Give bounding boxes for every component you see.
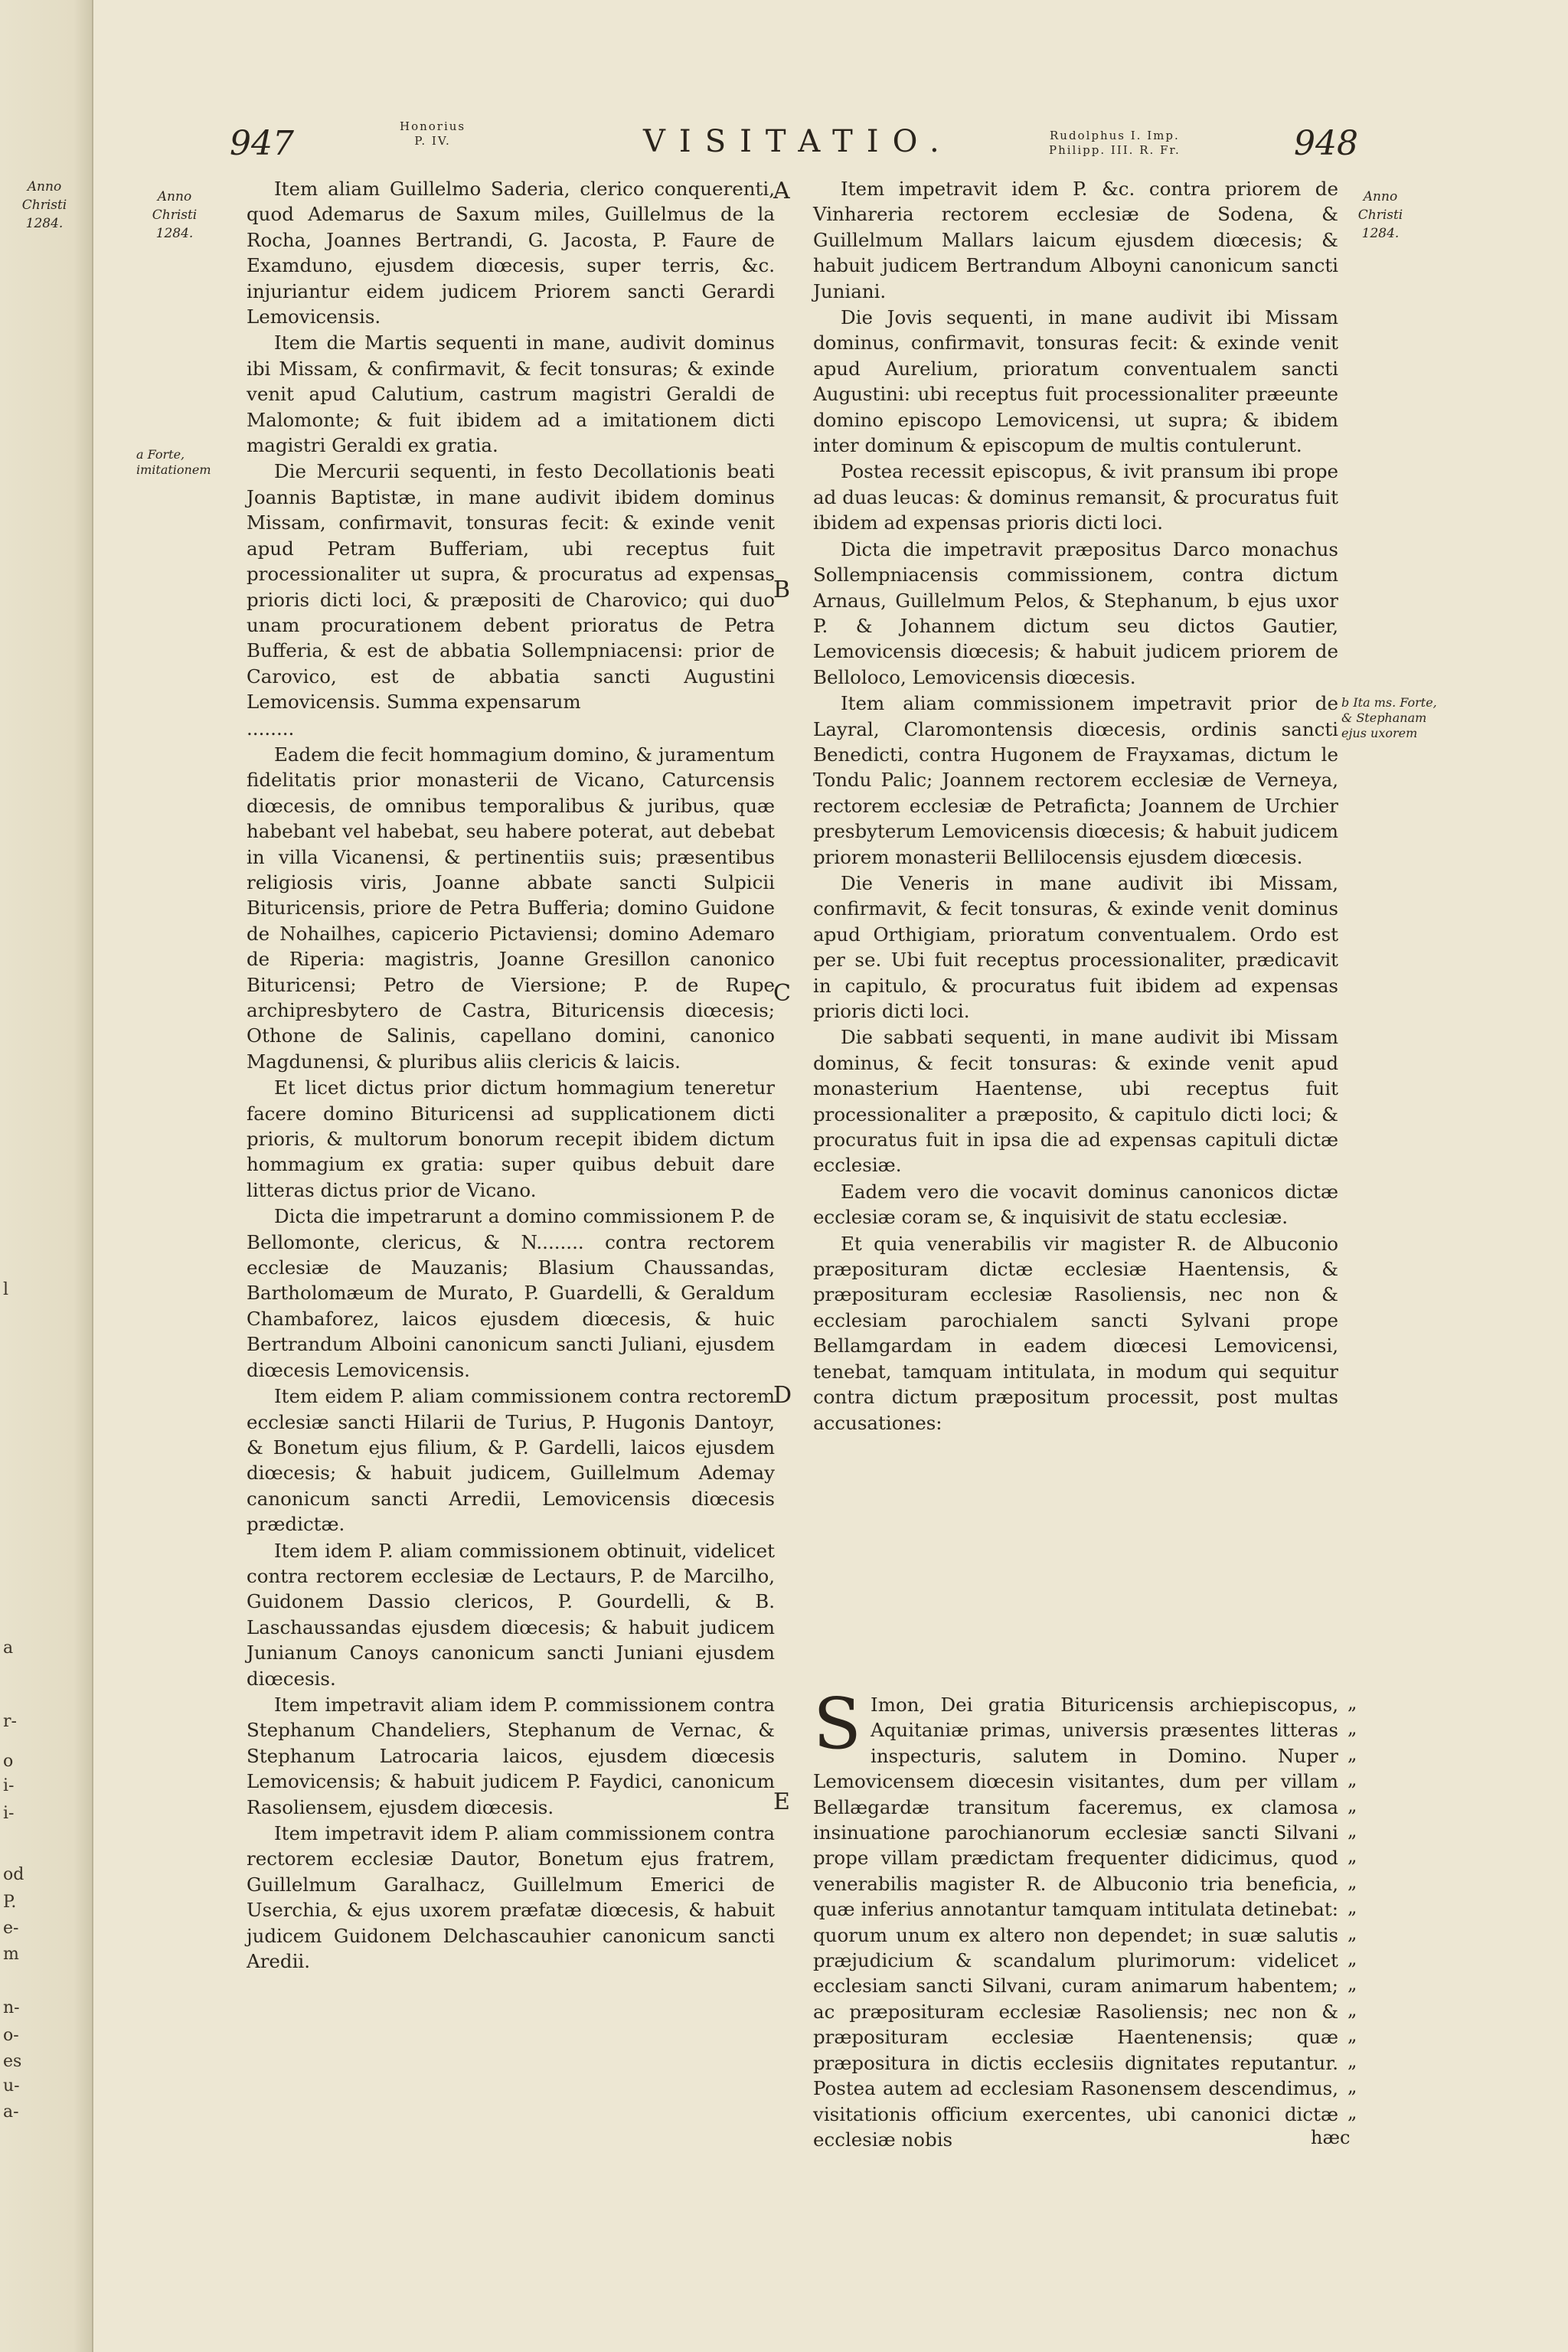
footnote-b: b Ita ms. Forte, & Stephanam ejus uxorem: [1341, 695, 1437, 740]
strip-fragment: od: [3, 1865, 24, 1884]
paragraph: Item impetravit aliam idem P. commissionem contra Stephanum Chandeliers, Stephanum de Vernac, & Stephanum Latrocaria laicos, ejusdem diœcesis Lemovicensis; & habuit judicem P. Faydici, canonicum Rasoliensem, ejusdem diœcesis.: [247, 1693, 775, 1818]
quote-mark: „: [1348, 1794, 1357, 1816]
quote-mark: „: [1348, 2101, 1357, 2123]
quote-mark: „: [1348, 1692, 1357, 1713]
section-marker-b: B: [773, 577, 791, 603]
paragraph: Die Mercurii sequenti, in festo Decollationis beati Joannis Baptistæ, in mane audivit ibidem dominus Missam, confirmavit, tonsuras fecit: & exinde venit apud Petram Bufferiam, ubi receptus fuit processionaliter ut supra, & procuratus ad expensas prioris dicti loci, & præpositi de Charovico; qui duo unam procurationem debent prioratus de Petra Bufferia, & est de abbatia Sollempniacensi: prior de Carovico, est de abbatia sancti Augustini Lemovicensis. Summa expensarum: [247, 460, 775, 714]
paragraph: Item aliam commissionem impetravit prior de Layral, Claromontensis diœcesis, ordinis sancti Benedicti, contra Hugonem de Frayxamas, dictum le Tondu Palic; Joannem rectorem ecclesiæ de Verneya, rectorem ecclesiæ de Petrafictа; Joannem de Urchier presbyterum Lemovicensis diœcesis; & habuit judicem priorem monasterii Bellilocensis ejusdem diœcesis.: [813, 692, 1338, 868]
right-column: [813, 176, 1338, 1436]
quote-mark: „: [1348, 2076, 1357, 2098]
anno-word: Christi: [152, 207, 198, 223]
anno-word: Christi: [1357, 207, 1403, 223]
running-title: VISITATIO.: [643, 124, 953, 159]
strip-fragment: o: [3, 1752, 14, 1771]
paragraph: Item impetravit idem P. aliam commissionem contra rectorem ecclesiæ Dautor, Bonetum ejus fratrem, Guillelmum Garalhacz, Guillelmum Emerici de Userchia, & ejus uxorem præfatæ diœcesis, & habuit judicem Guidonem Delchascauhier canonicum sancti Aredii.: [247, 1822, 775, 1973]
quotation-marks: [1348, 1690, 1370, 2125]
quoted-letter: [813, 1683, 1338, 2152]
page-number-right: 948: [1294, 124, 1358, 163]
paragraph: Item aliam Guillelmo Saderia, clerico conquerenti, quod Ademarus de Saxum miles, Guillelmus de la Rocha, Joannes Bertrandi, G. Jacosta, P. Faure de Examduno, ejusdem diœcesis, super terris, &c. injuriantur eidem judicem Priorem sancti Gerardi Lemovicensis.: [247, 178, 775, 328]
quote-mark: „: [1348, 2050, 1357, 2072]
anno-year: 1284.: [1361, 226, 1400, 241]
paragraph: Eadem vero die vocavit dominus canonicos dictæ ecclesiæ coram se, & inquisivit de statu ecclesiæ.: [813, 1180, 1338, 1229]
section-marker-c: C: [773, 980, 791, 1007]
paragraph: Item eidem P. aliam commissionem contra rectorem ecclesiæ sancti Hilarii de Turius, P. Hugonis Dantoyr, & Bonetum ejus filium, & P. Gardelli, laicos ejusdem diœcesis; & habuit judicem, Guillelmum Ademay canonicum sancti Arredii, Lemovicensis diœcesis prædictæ.: [247, 1385, 775, 1536]
strip-anno-year: 1284.: [25, 216, 64, 231]
strip-fragment: n-: [3, 1998, 20, 2017]
quote-mark: „: [1348, 2024, 1357, 2047]
quote-mark: „: [1348, 1948, 1357, 1970]
margin-anno-left: [144, 188, 205, 243]
paragraph: Dicta die impetravit præpositus Darco monachus Sollempniacensis commissionem, contra dictum Arnaus, Guillelmum Pelos, & Stephanum, b ejus uxor P. & Johannem dictum seu dictos Gautier, Lemovicensis diœcesis; & habuit judicem priorem de Belloloco, Lemovicensis diœcesis.: [813, 537, 1338, 688]
quote-mark: „: [1348, 1973, 1357, 1995]
header-emperor: Rudolphus I. Imp.: [1049, 129, 1180, 142]
paragraph: Item idem P. aliam commissionem obtinuit, videlicet contra rectorem ecclesiæ de Lectaurs, P. de Marcilho, Guidonem Dassio clericos, P. Gourdelli, & B. Laschaussandas ejusdem diœcesis; & habuit judicem Junianum Canoys canonicum sancti Juniani ejusdem diœcesis.: [247, 1539, 775, 1690]
strip-anno-word: Christi: [21, 198, 67, 213]
strip-fragment: u-: [3, 2076, 20, 2096]
strip-fragment: i-: [3, 1776, 15, 1795]
quote-mark: „: [1348, 1743, 1357, 1765]
strip-fragment: P.: [3, 1893, 17, 1912]
strip-fragment: l: [3, 1280, 9, 1299]
quote-mark: „: [1348, 1717, 1357, 1740]
paragraph: Et licet dictus prior dictum hommagium teneretur facere domino Bituricensi ad supplicationem dicti prioris, & multorum bonorum recepit ibidem dictum hommagium ex gratia: super quibus debuit dare litteras dictus prior de Vicano.: [247, 1076, 775, 1201]
anno-word: Anno: [157, 189, 192, 204]
strip-fragment: m: [3, 1945, 19, 1964]
paragraph: Die sabbati sequenti, in mane audivit ibi Missam dominus, & fecit tonsuras: & exinde venit apud monasterium Haentense, ubi receptus fuit processionaliter a præposito, & capitulo dicti loci; & procuratus fuit in ipsa die ad expensas capituli dictæ ecclesiæ.: [813, 1026, 1338, 1177]
margin-anno-right: [1346, 188, 1415, 243]
paragraph: Item die Martis sequenti in mane, audivit dominus ibi Missam, & confirmavit, & fecit tonsuras; & exinde venit apud Calutium, castrum magistri Geraldi de Malomonte; & fuit ibidem ad a imitationem dicti magistri Geraldi ex gratia.: [247, 332, 775, 457]
paragraph: Die Veneris in mane audivit ibi Missam, confirmavit, & fecit tonsuras, & exinde venit dominus apud Orthigiam, prioratum conventualem. Ordo est per se. Ubi fuit receptus processionaliter, prædicavit in capitulo, & procuratus fuit ibidem ad expensas prioris dicti loci.: [813, 871, 1338, 1022]
catchword: hæc: [1311, 2127, 1351, 2148]
paragraph: Die Jovis sequenti, in mane audivit ibi Missam dominus, confirmavit, tonsuras fecit: & exinde venit apud Aurelium, prioratum conventualem sancti Augustini: ubi receptus fuit processionaliter præeunte domino episcopo Lemovicensi, ut supra; & ibidem inter dominum & episcopum de multis contulerunt.: [813, 306, 1338, 457]
section-marker-d: D: [773, 1382, 792, 1409]
quote-mark: „: [1348, 1769, 1357, 1791]
header-pope-number: P. IV.: [414, 134, 451, 148]
strip-fragment: r-: [3, 1712, 17, 1731]
running-header: [230, 115, 1439, 168]
paragraph: Eadem die fecit hommagium domino, & juramentum fidelitatis prior monasterii de Vicano, Caturcensis diœcesis, de omnibus temporalibus & juribus, quæ habebant vel habebat, seu habere poterat, aut debebat in villa Vicanensi, & pertinentiis suis; præsentibus religiosis viris, Joanne abbate sancti Sulpicii Bituricensis, priore de Petra Bufferia; domino Guidone de Nohailhes, capicerio Pictaviensi; domino Ademaro de Riperia: magistris, Joanne Gresillon canonico Bituricensi; Petro de Viersione; P. de Rupe archipresbytero de Castra, Bituricensis diœcesis; Othone de Salinis, capellano domini, canonico Magdunensi, & pluribus aliis clericis & laicis.: [247, 743, 775, 1073]
header-pope-name: Honorius: [400, 119, 466, 133]
left-column: [247, 176, 775, 1975]
drop-cap: S: [813, 1683, 862, 1765]
quote-mark: „: [1348, 1845, 1357, 1867]
quote-mark: „: [1348, 1922, 1357, 1944]
paragraph: Item impetravit idem P. &c. contra priorem de Vinhareria rectorem ecclesiæ de Sodena, & Guillelmum Mallars laicum ejusdem diœcesis; & habuit judicem Bertrandum Alboyni canonicum sancti Juniani.: [813, 178, 1338, 302]
header-king: Philipp. III. R. Fr.: [1049, 143, 1181, 157]
elision-dots: ........: [247, 717, 295, 740]
strip-fragment: e-: [3, 1919, 19, 1938]
section-marker-e: E: [773, 1788, 790, 1815]
paragraph: Postea recessit episcopus, & ivit pransum ibi prope ad duas leucas: & dominus remansit, & procuratus fuit ibidem ad expensas prioris dicti loci.: [813, 460, 1338, 534]
anno-year: 1284.: [155, 226, 194, 241]
quote-mark: „: [1348, 1870, 1357, 1893]
strip-anno: [6, 178, 83, 233]
section-marker-a: A: [773, 178, 790, 204]
paragraph: Dicta die impetrarunt a domino commissionem P. de Bellomonte, clericus, & N........ contra rectorem ecclesiæ de Mauzanis; Blasium Chaussandas, Bartholomæum de Murato, P. Guardelli, & Geraldum Chambaforez, laicos ejusdem diœcesis, & huic Bertrandum Alboini canonicum sancti Juliani, ejusdem diœcesis Lemovicensis.: [247, 1205, 775, 1381]
strip-fragment: a-: [3, 2102, 19, 2122]
quote-mark: „: [1348, 1896, 1357, 1919]
footnote-a: a Forte, imitationem: [136, 447, 211, 477]
header-pope: [400, 119, 466, 149]
strip-fragment: i-: [3, 1804, 15, 1823]
strip-anno-word: Anno: [27, 179, 62, 194]
quote-mark: „: [1348, 1820, 1357, 1842]
page-number-left: 947: [230, 124, 294, 163]
facing-page-edge: [0, 0, 93, 2352]
paragraph: Et quia venerabilis vir magister R. de Albuconio præposituram dictæ ecclesiæ Haentensis, & præposituram ecclesiæ Rasoliensis, nec non & ecclesiam parochialem sancti Sylvani prope Bellamgardam in eadem diœcesi Lemovicensi, tenebat, tamquam intitulata, in modum qui sequitur contra dictum præpositum processit, post multas accusationes:: [813, 1232, 1338, 1434]
quote-mark: „: [1348, 1998, 1357, 2020]
strip-fragment: a: [3, 1638, 14, 1658]
strip-fragment: o-: [3, 2026, 19, 2045]
anno-word: Anno: [1363, 189, 1398, 204]
letter-text: Imon, Dei gratia Bituricensis archiepiscopus, Aquitaniæ primas, universis præsentes litteras inspecturis, salutem in Domino. Nuper Lemovicensem diœcesin visitantes, dum per villam Bellægardæ transitum faceremus, ex clamosa insinuatione parochianorum ecclesiæ sancti Silvani prope villam prædictam frequenter didicimus, quod venerabilis magister R. de Albuconio tria beneficia, quæ inferius annotantur tamquam intitulata detinebat: quorum unum ex altero non dependet; in suæ salutis præjudicium & scandalum plurimorum: videlicet ecclesiam sancti Silvani, curam animarum habentem; ac præposituram ecclesiæ Rasoliensis; nec non & præposituram ecclesiæ Haentenensis; quæ præpositura in dictis ecclesiis dignitates reputantur. Postea autem ad ecclesiam Rasonensem descendimus, visitationis officium exercentes, ubi canonici dictæ ecclesiæ nobis: [813, 1694, 1338, 2151]
header-rulers: [1049, 129, 1181, 158]
strip-fragment: es: [3, 2052, 22, 2071]
